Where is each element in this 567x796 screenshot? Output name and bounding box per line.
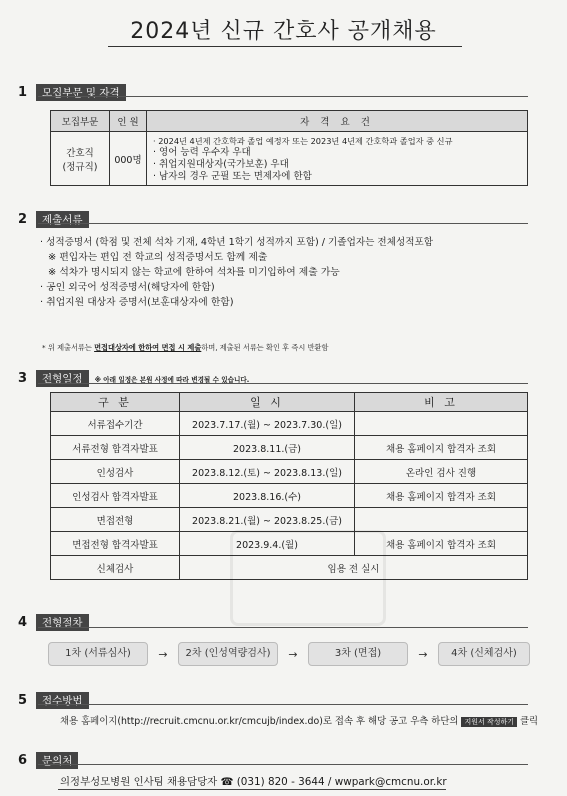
watermark-seal bbox=[230, 530, 386, 626]
stage-cell: 서류전형 합격자발표 bbox=[51, 436, 180, 460]
write-application-button[interactable]: 지원서 작성하기 bbox=[461, 717, 517, 727]
field-type: (정규직) bbox=[62, 161, 98, 173]
section-2-header bbox=[18, 211, 89, 228]
requirement-item: · 2024년 4년제 간호학과 졸업 예정자 또는 2023년 4년제 간호학과 졸업자 중 신규 bbox=[153, 135, 453, 146]
section-divider bbox=[38, 627, 528, 628]
remark-cell: 채용 홈페이지 합격자 조회 bbox=[355, 436, 528, 460]
document-item: ※ 편입자는 편입 전 학교의 성적증명서도 함께 제출 bbox=[48, 252, 268, 263]
documents-list bbox=[40, 235, 433, 310]
section-label: 문의처 bbox=[36, 752, 78, 769]
recruit-table bbox=[50, 110, 528, 186]
title-divider bbox=[108, 46, 462, 47]
section-label: 제출서류 bbox=[36, 211, 89, 228]
process-step: 3차 (면접) bbox=[308, 642, 408, 666]
section-5-header bbox=[18, 692, 89, 709]
date-cell: 2023.8.21.(월) ~ 2023.8.25.(금) bbox=[180, 508, 355, 532]
schedule-row bbox=[51, 412, 528, 436]
date-cell: 2023.8.16.(수) bbox=[180, 484, 355, 508]
section-label: 모집부문 및 자격 bbox=[36, 84, 126, 101]
stage-cell: 서류접수기간 bbox=[51, 412, 180, 436]
section-label: 전형일정 bbox=[36, 370, 89, 387]
document-item: · 취업지원 대상자 증명서(보훈대상자에 한함) bbox=[40, 297, 234, 308]
date-cell: 2023.7.17.(월) ~ 2023.7.30.(일) bbox=[180, 412, 355, 436]
header-stage: 구 분 bbox=[51, 393, 180, 412]
section-divider bbox=[38, 764, 528, 765]
stage-cell: 인성검사 bbox=[51, 460, 180, 484]
requirements-cell bbox=[147, 132, 528, 186]
section-divider bbox=[38, 704, 528, 705]
stage-cell: 면접전형 합격자발표 bbox=[51, 532, 180, 556]
process-step: 4차 (신체검사) bbox=[438, 642, 530, 666]
date-cell: 임용 전 실시 bbox=[180, 556, 528, 580]
document-item: · 성적증명서 (학점 및 전체 석차 기재, 4학년 1학기 성적까지 포함) / 기졸업자는 전체성적포함 bbox=[40, 237, 434, 248]
stage-cell: 신체검사 bbox=[51, 556, 180, 580]
documents-note bbox=[42, 343, 328, 353]
section-divider bbox=[38, 223, 528, 224]
note-prefix: * 위 제출서류는 bbox=[42, 343, 95, 352]
section-number: 5 bbox=[18, 693, 28, 708]
process-step: 2차 (인성역량검사) bbox=[178, 642, 278, 666]
section-6-header bbox=[18, 752, 78, 769]
requirement-item: · 취업지원대상자(국가보훈) 우대 bbox=[153, 158, 289, 170]
document-item: ※ 석차가 명시되지 않는 학교에 한하여 석차를 미기입하여 제출 가능 bbox=[48, 267, 340, 278]
apply-text: 채용 홈페이지(http://recruit.cmcnu.or.kr/cmcujb/index.do)로 접속 후 해당 공고 우측 하단의 bbox=[60, 716, 459, 727]
header-field: 모집부문 bbox=[51, 111, 110, 132]
section-3-header bbox=[18, 370, 249, 387]
field-name: 간호직 bbox=[66, 147, 94, 159]
note-suffix: 하며, 제출된 서류는 확인 후 즉시 반환함 bbox=[201, 343, 329, 352]
section-label: 전형절차 bbox=[36, 614, 89, 631]
section-label: 접수방법 bbox=[36, 692, 89, 709]
section-number: 2 bbox=[18, 212, 28, 227]
remark-cell: 채용 홈페이지 합격자 조회 bbox=[355, 532, 528, 556]
arrow-right-icon: → bbox=[418, 647, 428, 661]
page-title: 2024년 신규 간호사 공개채용 bbox=[130, 19, 437, 44]
arrow-right-icon: → bbox=[158, 647, 168, 661]
header-count: 인 원 bbox=[110, 111, 147, 132]
arrow-right-icon: → bbox=[288, 647, 298, 661]
section-divider bbox=[38, 96, 528, 97]
section-divider bbox=[38, 383, 528, 384]
schedule-row bbox=[51, 508, 528, 532]
remark-cell: 채용 홈페이지 합격자 조회 bbox=[355, 484, 528, 508]
process-step: 1차 (서류심사) bbox=[48, 642, 148, 666]
field-cell bbox=[51, 132, 110, 186]
remark-cell: 온라인 검사 진행 bbox=[355, 460, 528, 484]
process-flow bbox=[48, 642, 530, 666]
date-cell: 2023.8.12.(토) ~ 2023.8.13.(일) bbox=[180, 460, 355, 484]
schedule-row bbox=[51, 484, 528, 508]
contact-info: 의정부성모병원 인사팀 채용담당자 ☎ (031) 820 - 3644 / wwpark@cmcnu.or.kr bbox=[60, 776, 447, 788]
note-emphasis: 면접대상자에 한하여 면접 시 제출 bbox=[94, 343, 202, 352]
remark-cell bbox=[355, 412, 528, 436]
header-remark: 비 고 bbox=[355, 393, 528, 412]
section-number: 6 bbox=[18, 753, 28, 768]
date-cell: 2023.8.11.(금) bbox=[180, 436, 355, 460]
header-date: 일 시 bbox=[180, 393, 355, 412]
apply-text-end: 클릭 bbox=[517, 716, 539, 727]
schedule-row bbox=[51, 436, 528, 460]
header-requirements: 자 격 요 건 bbox=[147, 111, 528, 132]
section-number: 3 bbox=[18, 371, 28, 386]
requirement-item: · 영어 능력 우수자 우대 bbox=[153, 146, 251, 158]
stage-cell: 면접전형 bbox=[51, 508, 180, 532]
document-item: · 공인 외국어 성적증명서(해당자에 한함) bbox=[40, 282, 215, 293]
apply-instructions bbox=[60, 713, 538, 727]
stage-cell: 인성검사 합격자발표 bbox=[51, 484, 180, 508]
section-number: 1 bbox=[18, 85, 28, 100]
count-cell: 000명 bbox=[110, 132, 147, 186]
contact-underline bbox=[58, 789, 446, 790]
requirement-item: · 남자의 경우 군필 또는 면제자에 한함 bbox=[153, 170, 312, 182]
section-4-header bbox=[18, 614, 89, 631]
remark-cell bbox=[355, 508, 528, 532]
schedule-note: ※ 아래 일정은 본원 사정에 따라 변경될 수 있습니다. bbox=[94, 375, 250, 384]
section-number: 4 bbox=[18, 615, 28, 630]
section-1-header bbox=[18, 84, 126, 101]
date-cell: 2023.9.4.(월) bbox=[180, 532, 355, 556]
schedule-row bbox=[51, 460, 528, 484]
